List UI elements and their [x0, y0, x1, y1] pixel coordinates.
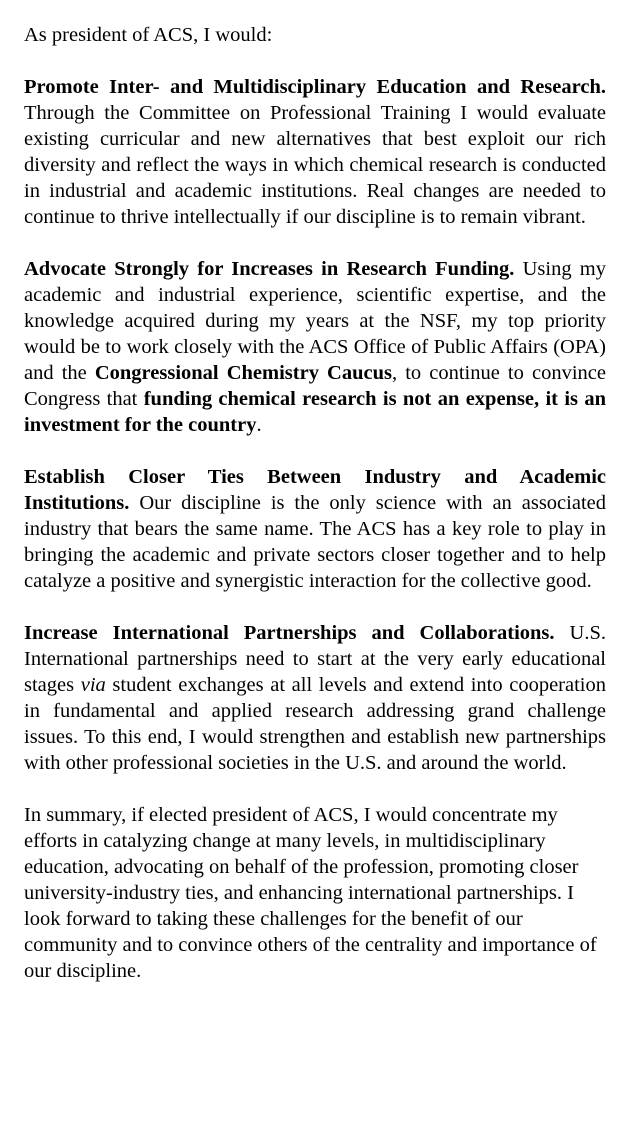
caucus-name: Congressional Chemistry Caucus	[94, 362, 392, 384]
funding-statement: funding chemical research is not an expense, it is an investment for the country	[24, 388, 606, 436]
via-italic: via	[80, 674, 106, 696]
section-heading: Promote Inter- and Multidisciplinary Education and Research.	[24, 76, 606, 98]
section-body: U.S. International partnerships need to start at the very early educational stages	[24, 622, 606, 696]
section-research-funding	[24, 256, 606, 438]
section-heading: Advocate Strongly for Increases in Research Funding.	[24, 258, 515, 280]
summary-paragraph: In summary, if elected president of ACS, I would concentrate my efforts in catalyzing change at many levels, in multidisciplinary education, advocating on behalf of the profession, promoting closer university-industry ties, and enhancing international partnerships. I look forward to taking these challenges for the benefit of our community and to convince others of the centrality and importance of our discipline.	[24, 804, 597, 982]
section-body: Our discipline is the only science with an associated industry that bears the same name. The ACS has a key role to play in bringing the academic and private sectors closer together and to help catalyze a positive and synergistic interaction for the collective good.	[24, 492, 606, 592]
section-industry-academic-ties	[24, 464, 606, 594]
section-heading: Increase International Partnerships and Collaborations.	[24, 622, 555, 644]
section-body: , to continue to convince Congress that	[24, 362, 606, 410]
section-heading: Establish Closer Ties Between Industry and Academic Institutions.	[24, 466, 606, 514]
section-education-research	[24, 74, 606, 230]
section-body: student exchanges at all levels and extend into cooperation in fundamental and applied research addressing grand challenge issues. To this end, I would strengthen and establish new partnerships with other professional societies in the U.S. and around the world.	[24, 674, 606, 774]
section-body: .	[256, 414, 262, 436]
section-body: Through the Committee on Professional Training I would evaluate existing curricular and new alternatives that best exploit our rich diversity and reflect the ways in which chemical research is conducted in industrial and academic institutions. Real changes are needed to continue to thrive intellectually if our discipline is to remain vibrant.	[24, 102, 606, 228]
section-international-partnerships	[24, 620, 606, 776]
section-body: Using my academic and industrial experience, scientific expertise, and the knowledge acquired during my years at the NSF, my top priority would be to work closely with the ACS Office of Public Affairs (OPA) and the	[24, 258, 606, 384]
intro-text: As president of ACS, I would:	[24, 24, 273, 46]
